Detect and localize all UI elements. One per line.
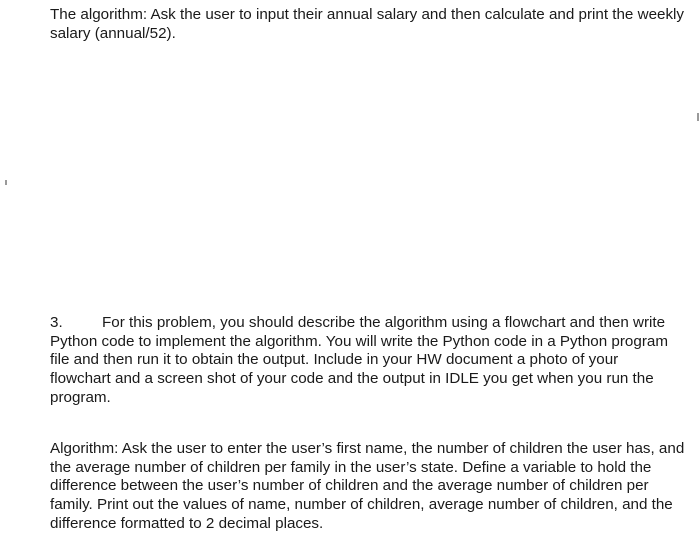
algorithm-paragraph: [50, 440, 684, 534]
intro-line-1: The algorithm: Ask the user to input their annual salary and then calculate and print the weekly: [50, 6, 685, 23]
algorithm-line-1: Algorithm: Ask the user to enter the user’s first name, the number of children the user has, and: [50, 440, 685, 457]
algorithm-line-3: difference between the user’s number of children and the average number of children per: [50, 477, 649, 495]
problem-3-paragraph: [50, 314, 668, 408]
intro-paragraph: [50, 6, 684, 43]
problem-3-line-3: file and then run it to obtain the output. Include in your HW document a photo of your: [50, 351, 619, 369]
problem-number: 3.: [50, 314, 63, 331]
problem-3-line-4: flowchart and a screen shot of your code and the output in IDLE you get when you run the: [50, 370, 654, 388]
problem-3-line-2: Python code to implement the algorithm. You will write the Python code in a Python program: [50, 332, 668, 350]
algorithm-line-5: difference formatted to 2 decimal places.: [50, 514, 324, 532]
intro-line-2: salary (annual/52).: [50, 24, 176, 42]
problem-3-line-5: program.: [50, 388, 111, 406]
algorithm-line-4: family. Print out the values of name, number of children, average number of children, and the: [50, 496, 673, 514]
margin-tick-left: [5, 180, 7, 185]
algorithm-line-2: the average number of children per family in the user’s state. Define a variable to hold the: [50, 458, 652, 476]
problem-3-line-1: [50, 314, 668, 333]
margin-tick-right: [697, 113, 699, 121]
problem-3-first-line: For this problem, you should describe the algorithm using a flowchart and then write: [102, 314, 666, 331]
